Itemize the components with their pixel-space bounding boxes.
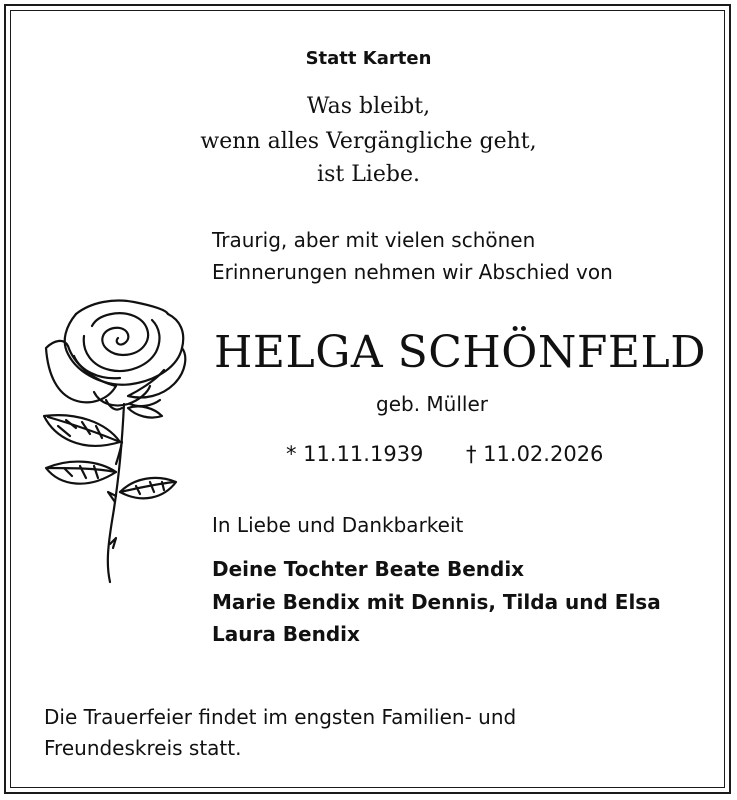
intro-line-2: Erinnerungen nehmen wir Abschied von [212,260,613,284]
deceased-name: HELGA SCHÖNFELD [214,327,707,378]
birth-date: * 11.11.1939 [286,442,424,466]
header-statt-karten: Statt Karten [305,48,432,69]
mourner-name: Deine Tochter Beate Bendix [212,557,525,581]
mourner-name: Marie Bendix mit Dennis, Tilda und Elsa [212,590,661,614]
rose-petal [46,341,116,402]
poem-line-3: ist Liebe. [317,162,420,187]
rose-petal [76,301,168,315]
rose-leaf [46,462,116,484]
rose-illustration [36,296,196,586]
rose-petal [92,313,148,355]
birth-name: geb. Müller [376,392,488,416]
rose-leaf [128,406,162,417]
rose-petal [128,348,185,398]
mourner-name: Laura Bendix [212,622,360,646]
footer-line-1: Die Trauerfeier findet im engsten Familien- und [44,705,517,729]
mourners-intro: In Liebe und Dankbarkeit [212,513,464,537]
death-date: † 11.02.2026 [466,442,604,466]
rose-thorn [110,538,116,548]
rose-petal [65,314,183,385]
rose-leaf [120,478,176,498]
poem-line-2: wenn alles Vergängliche geht, [200,129,537,154]
intro-line-1: Traurig, aber mit vielen schönen [212,228,536,252]
poem-line-1: Was bleibt, [306,94,431,119]
footer-line-2: Freundeskreis statt. [44,736,242,760]
rose-petal [74,356,120,378]
